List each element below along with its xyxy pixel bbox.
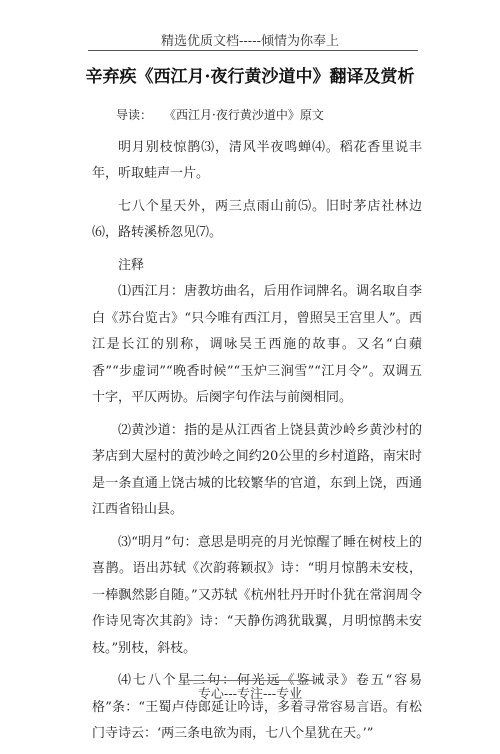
lead-line: 导读： 《西江月·夜行黄沙道中》原文 xyxy=(116,108,324,122)
document-body xyxy=(92,102,422,754)
page-footer: 专心---专注---专业 xyxy=(197,687,303,702)
note-4: ⑷七八个星二句：何光远《鉴诫录》卷五“容易格”条：“王蜀卢侍郎延让吟诗，多着寻常容易言语。有松门寺诗云：‘两三条电欲为雨，七八个星犹在天。’” xyxy=(92,673,422,741)
document-title: 辛弃疾《西江月·夜行黄沙道中》翻译及赏析 xyxy=(85,67,415,87)
page-header: 精选优质文档-----倾情为你奉上 xyxy=(161,34,339,49)
note-2: ⑵黄沙道：指的是从江西省上饶县黄沙岭乡黄沙村的茅店到大屋村的黄沙岭之间约20公里的乡村道路，南宋时是一条直通上饶古城的比较繁华的官道，东到上饶，西通江西省铅山县。 xyxy=(92,422,422,517)
poem-stanza-2: 七八个星天外，两三点雨山前⑸。旧时茅店社林边⑹，路转溪桥忽见⑺。 xyxy=(92,198,422,240)
notes-heading: 注释 xyxy=(118,257,145,273)
note-3: ⑶“明月”句：意思是明亮的月光惊醒了睡在树枝上的喜鹊。语出苏轼《次韵蒋颖叔》诗：“明月惊鹊未安枝，一棒飘然影自随。”又苏轼《杭州牡丹开时仆犹在常润周令作诗见寄次其韵》诗：“天静伤鸿犹戢翼，月明惊鹊未安枝。”别枝，斜枝。 xyxy=(92,534,422,656)
header-divider xyxy=(88,50,418,51)
poem-stanza-1: 明月别枝惊鹊⑶，清风半夜鸣蝉⑷。稻花香里说丰年，听取蛙声一片。 xyxy=(92,139,422,181)
footer-divider xyxy=(188,680,314,681)
note-1: ⑴西江月：唐教坊曲名，后用作词牌名。调名取自李白《苏台览古》“只今唯有西江月，曾照吴王宫里人”。西江是长江的别称，调咏吴王西施的故事。又名“白蘋香”“步虚词”“晚香时候”“玉炉三涧雪”“江月令”。双调五十字，平仄两协。后阕字句作法与前阕相同。 xyxy=(92,284,422,405)
